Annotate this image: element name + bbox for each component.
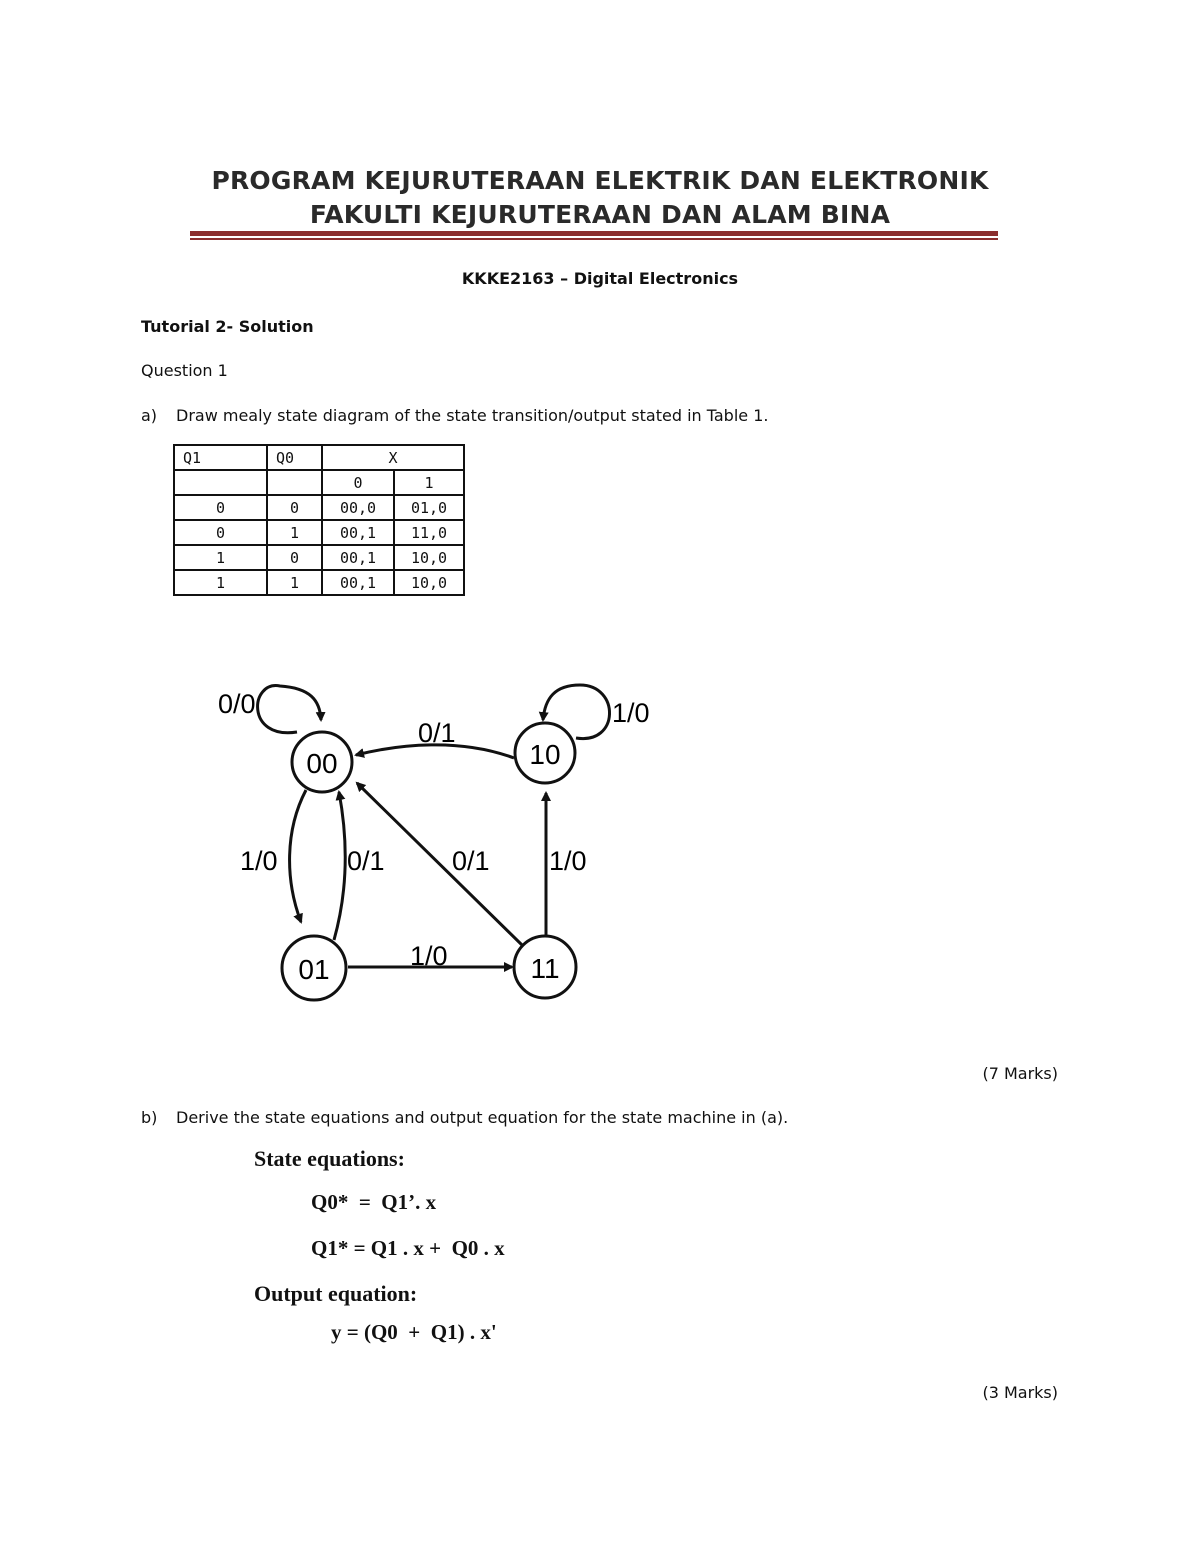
state-10-label: 10 <box>529 739 561 770</box>
label-11-to-00: 0/1 <box>452 846 490 876</box>
transition-00-to-01 <box>290 790 306 922</box>
state-00-label: 00 <box>306 748 338 779</box>
output-equation-heading: Output equation: <box>254 1281 418 1306</box>
subheader-x1: 1 <box>394 470 464 495</box>
header-rule-thick <box>190 231 998 236</box>
state-equations-heading: State equations: <box>254 1146 405 1171</box>
state-10 <box>515 723 575 783</box>
faculty-title: FAKULTI KEJURUTERAAN DAN ALAM BINA <box>309 200 891 229</box>
cell: 00,1 <box>322 520 394 545</box>
equation-y: y = (Q0 + Q1) . x' <box>331 1320 497 1344</box>
transition-01-to-00 <box>334 792 345 940</box>
part-b-text: Derive the state equations and output equation for the state machine in (a). <box>176 1108 789 1127</box>
cell: 1 <box>267 520 322 545</box>
part-b-marks: (3 Marks) <box>982 1383 1058 1402</box>
mealy-state-diagram <box>200 670 680 1030</box>
cell: 00,0 <box>322 495 394 520</box>
state-00 <box>292 732 352 792</box>
state-01-label: 01 <box>298 954 330 985</box>
cell: 0 <box>174 495 267 520</box>
cell: 0 <box>267 545 322 570</box>
equation-q0: Q0* = Q1’. x <box>311 1190 437 1214</box>
table-subheader-row <box>174 470 464 495</box>
cell: 1 <box>267 570 322 595</box>
equation-q1: Q1* = Q1 . x + Q0 . x <box>311 1236 505 1260</box>
cell: 00,1 <box>322 545 394 570</box>
header-q1: Q1 <box>174 445 267 470</box>
cell: 01,0 <box>394 495 464 520</box>
subheader-empty-2 <box>267 470 322 495</box>
table-row <box>174 495 464 520</box>
state-01 <box>282 936 346 1000</box>
table-row <box>174 570 464 595</box>
transition-00-self <box>258 686 321 733</box>
cell: 0 <box>267 495 322 520</box>
table-header-row <box>174 445 464 470</box>
cell: 0 <box>174 520 267 545</box>
tutorial-title: Tutorial 2- Solution <box>141 317 314 336</box>
cell: 1 <box>174 545 267 570</box>
label-00-self: 0/0 <box>218 689 256 719</box>
label-00-to-01: 1/0 <box>240 846 278 876</box>
cell: 1 <box>174 570 267 595</box>
label-10-self: 1/0 <box>612 698 650 728</box>
question-label: Question 1 <box>141 361 228 380</box>
subheader-empty-1 <box>174 470 267 495</box>
program-title: PROGRAM KEJURUTERAAN ELEKTRIK DAN ELEKTRONIK <box>211 166 989 195</box>
state-11 <box>514 936 576 998</box>
part-a-text: Draw mealy state diagram of the state transition/output stated in Table 1. <box>176 406 769 425</box>
cell: 10,0 <box>394 545 464 570</box>
part-a-marks: (7 Marks) <box>982 1064 1058 1083</box>
table-row <box>174 545 464 570</box>
part-b-label: b) <box>141 1108 158 1127</box>
cell: 11,0 <box>394 520 464 545</box>
part-a-label: a) <box>141 406 158 425</box>
label-11-to-10: 1/0 <box>549 846 587 876</box>
header-x: X <box>322 445 464 470</box>
course-title: KKKE2163 – Digital Electronics <box>461 269 739 288</box>
header-q0: Q0 <box>267 445 322 470</box>
state-transition-table <box>173 444 465 596</box>
label-01-to-11: 1/0 <box>410 941 448 971</box>
table-row <box>174 520 464 545</box>
cell: 00,1 <box>322 570 394 595</box>
subheader-x0: 0 <box>322 470 394 495</box>
state-11-label: 11 <box>530 953 560 984</box>
label-01-to-00: 0/1 <box>347 846 385 876</box>
header-rule-thin <box>190 238 998 240</box>
cell: 10,0 <box>394 570 464 595</box>
label-10-to-00: 0/1 <box>418 718 456 748</box>
